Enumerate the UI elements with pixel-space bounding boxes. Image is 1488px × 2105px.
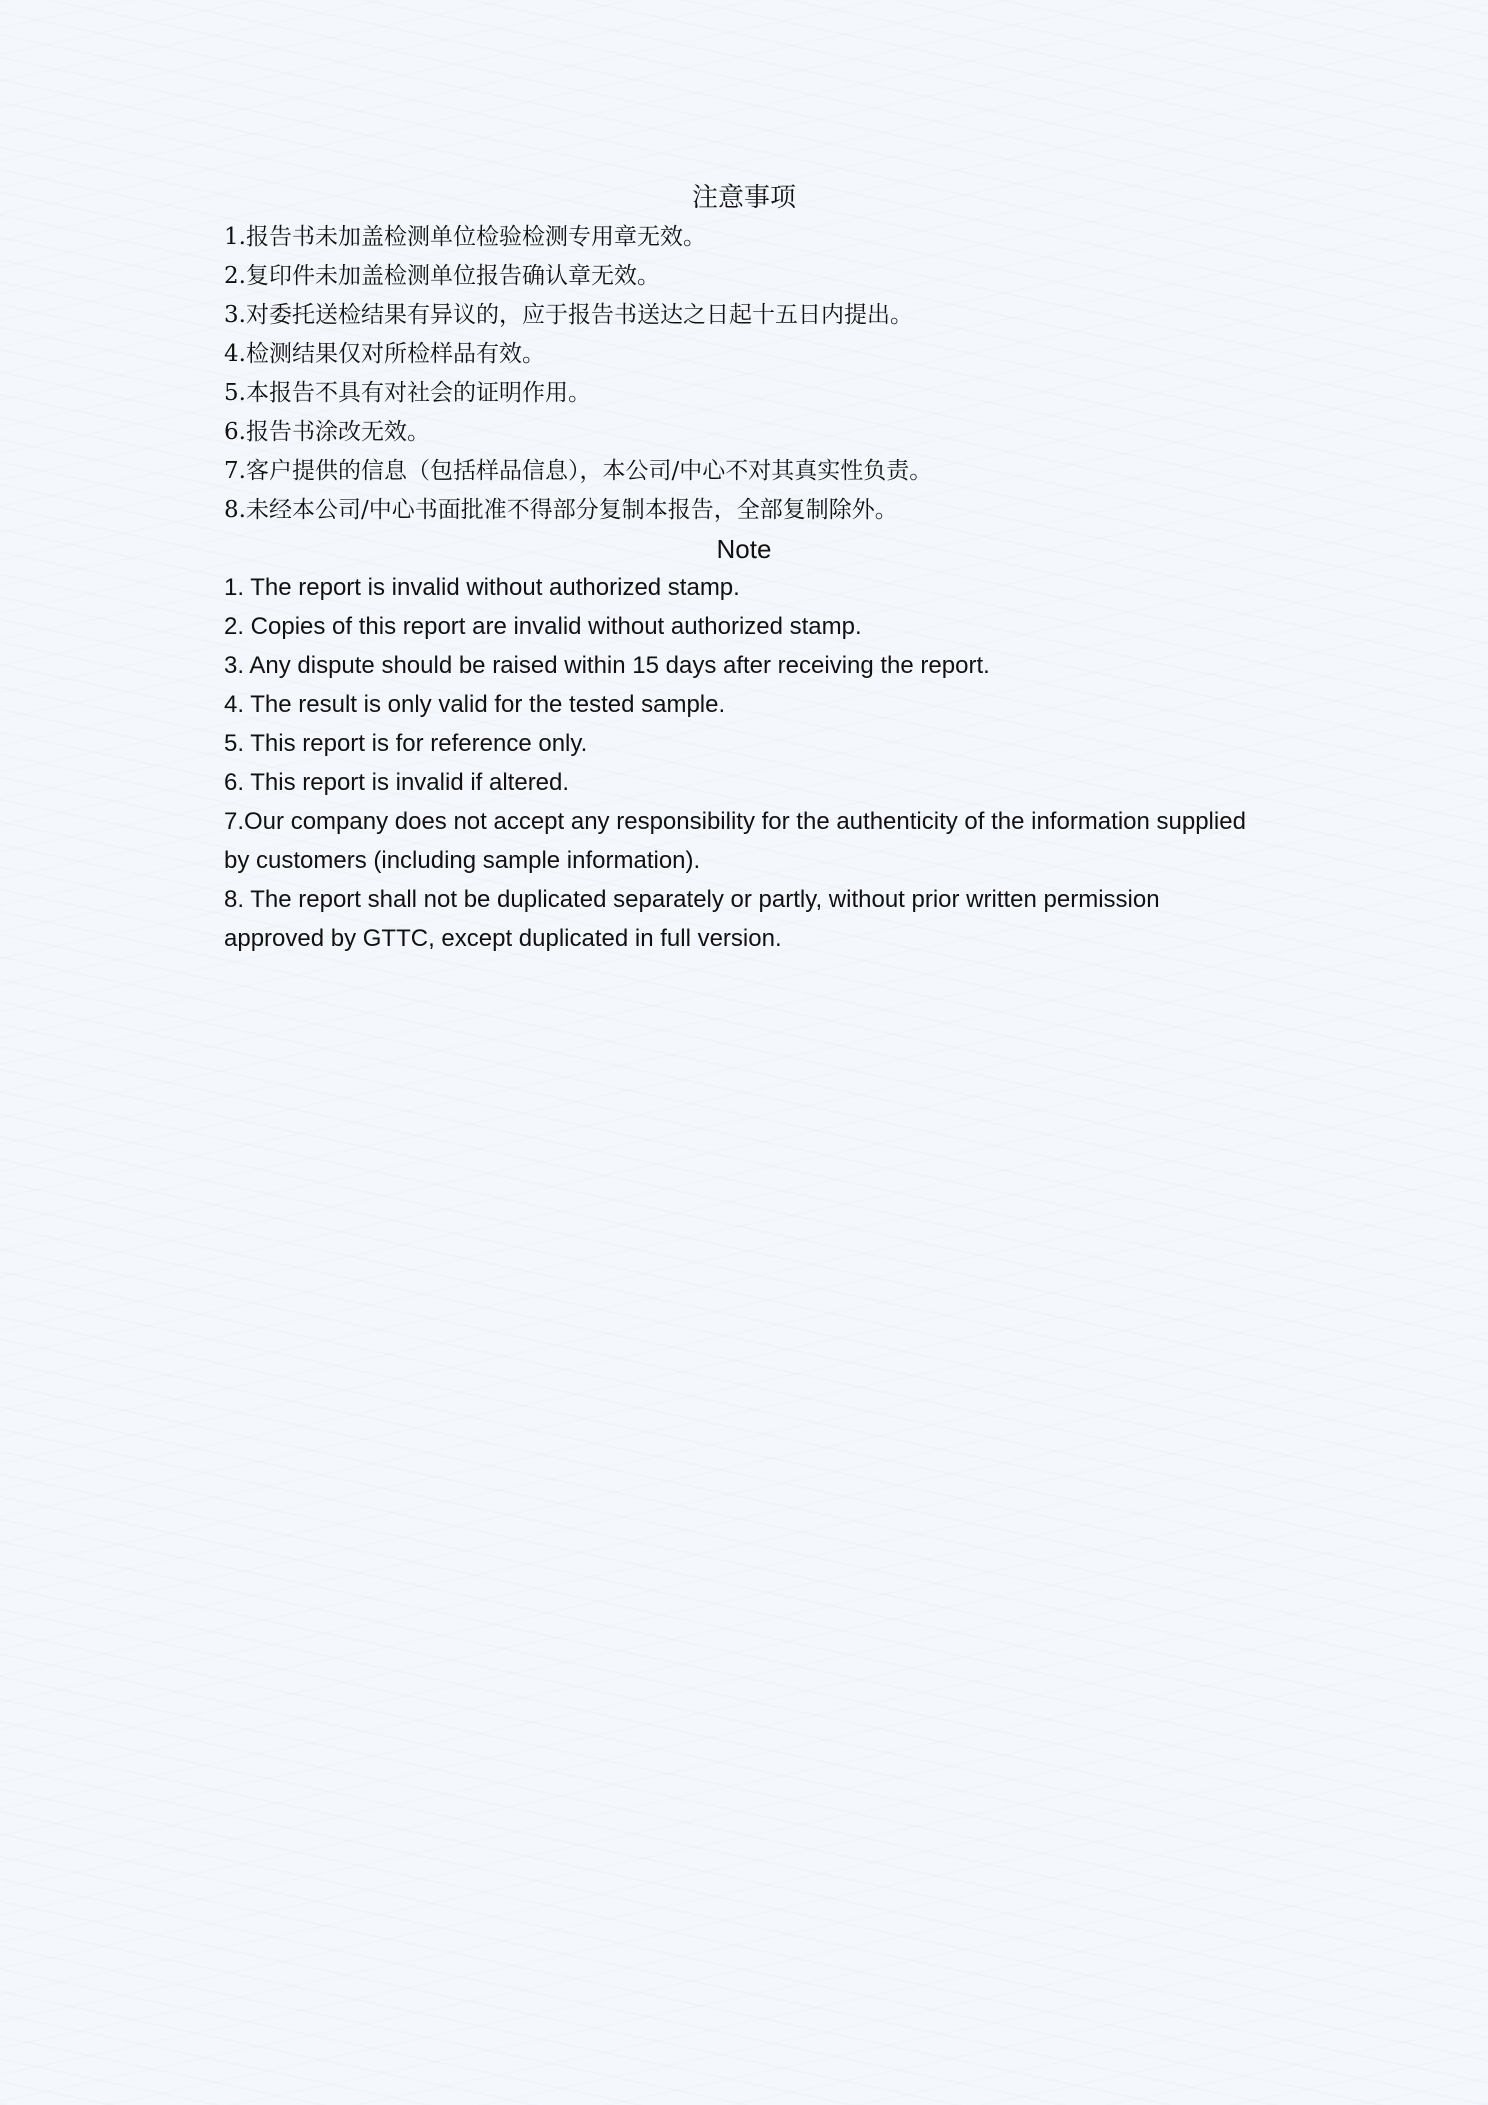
notice-item-cn-5: 5.本报告不具有对社会的证明作用。 (224, 380, 591, 406)
notice-item-cn-4: 4.检测结果仅对所检样品有效。 (224, 341, 545, 367)
notice-item-en-1: 1. The report is invalid without authorized stamp. (224, 574, 740, 601)
notice-section (224, 178, 1264, 958)
notice-title-cn: 注意事项 (691, 183, 796, 213)
notice-list-en (224, 568, 1264, 958)
notice-item-en-2: 2. Copies of this report are invalid without authorized stamp. (224, 613, 862, 640)
notice-item-cn-7: 7.客户提供的信息（包括样品信息），本公司/中心不对其真实性负责。 (224, 458, 933, 484)
notice-item-en-7: 7.Our company does not accept any responsibility for the authenticity of the information supplied by customers (including sample information). (224, 808, 1246, 874)
notice-item-en-8: 8. The report shall not be duplicated separately or partly, without prior written permission approved by GTTC, except duplicated in full version. (224, 886, 1160, 952)
notice-item-en-5: 5. This report is for reference only. (224, 730, 588, 757)
notice-item-cn-8: 8.未经本公司/中心书面批准不得部分复制本报告，全部复制除外。 (224, 497, 898, 523)
notice-item-cn-6: 6.报告书涂改无效。 (224, 419, 430, 445)
notice-list-cn (224, 218, 1264, 530)
notice-item-en-6: 6. This report is invalid if altered. (224, 769, 570, 796)
notice-item-cn-2: 2.复印件未加盖检测单位报告确认章无效。 (224, 263, 660, 289)
notice-item-cn-1: 1.报告书未加盖检测单位检验检测专用章无效。 (224, 224, 706, 250)
notice-item-en-4: 4. The result is only valid for the tested sample. (224, 691, 726, 718)
notice-title-en: Note (716, 534, 772, 564)
notice-item-en-3: 3. Any dispute should be raised within 15 days after receiving the report. (224, 652, 990, 679)
notice-item-cn-3: 3.对委托送检结果有异议的，应于报告书送达之日起十五日内提出。 (224, 302, 913, 328)
